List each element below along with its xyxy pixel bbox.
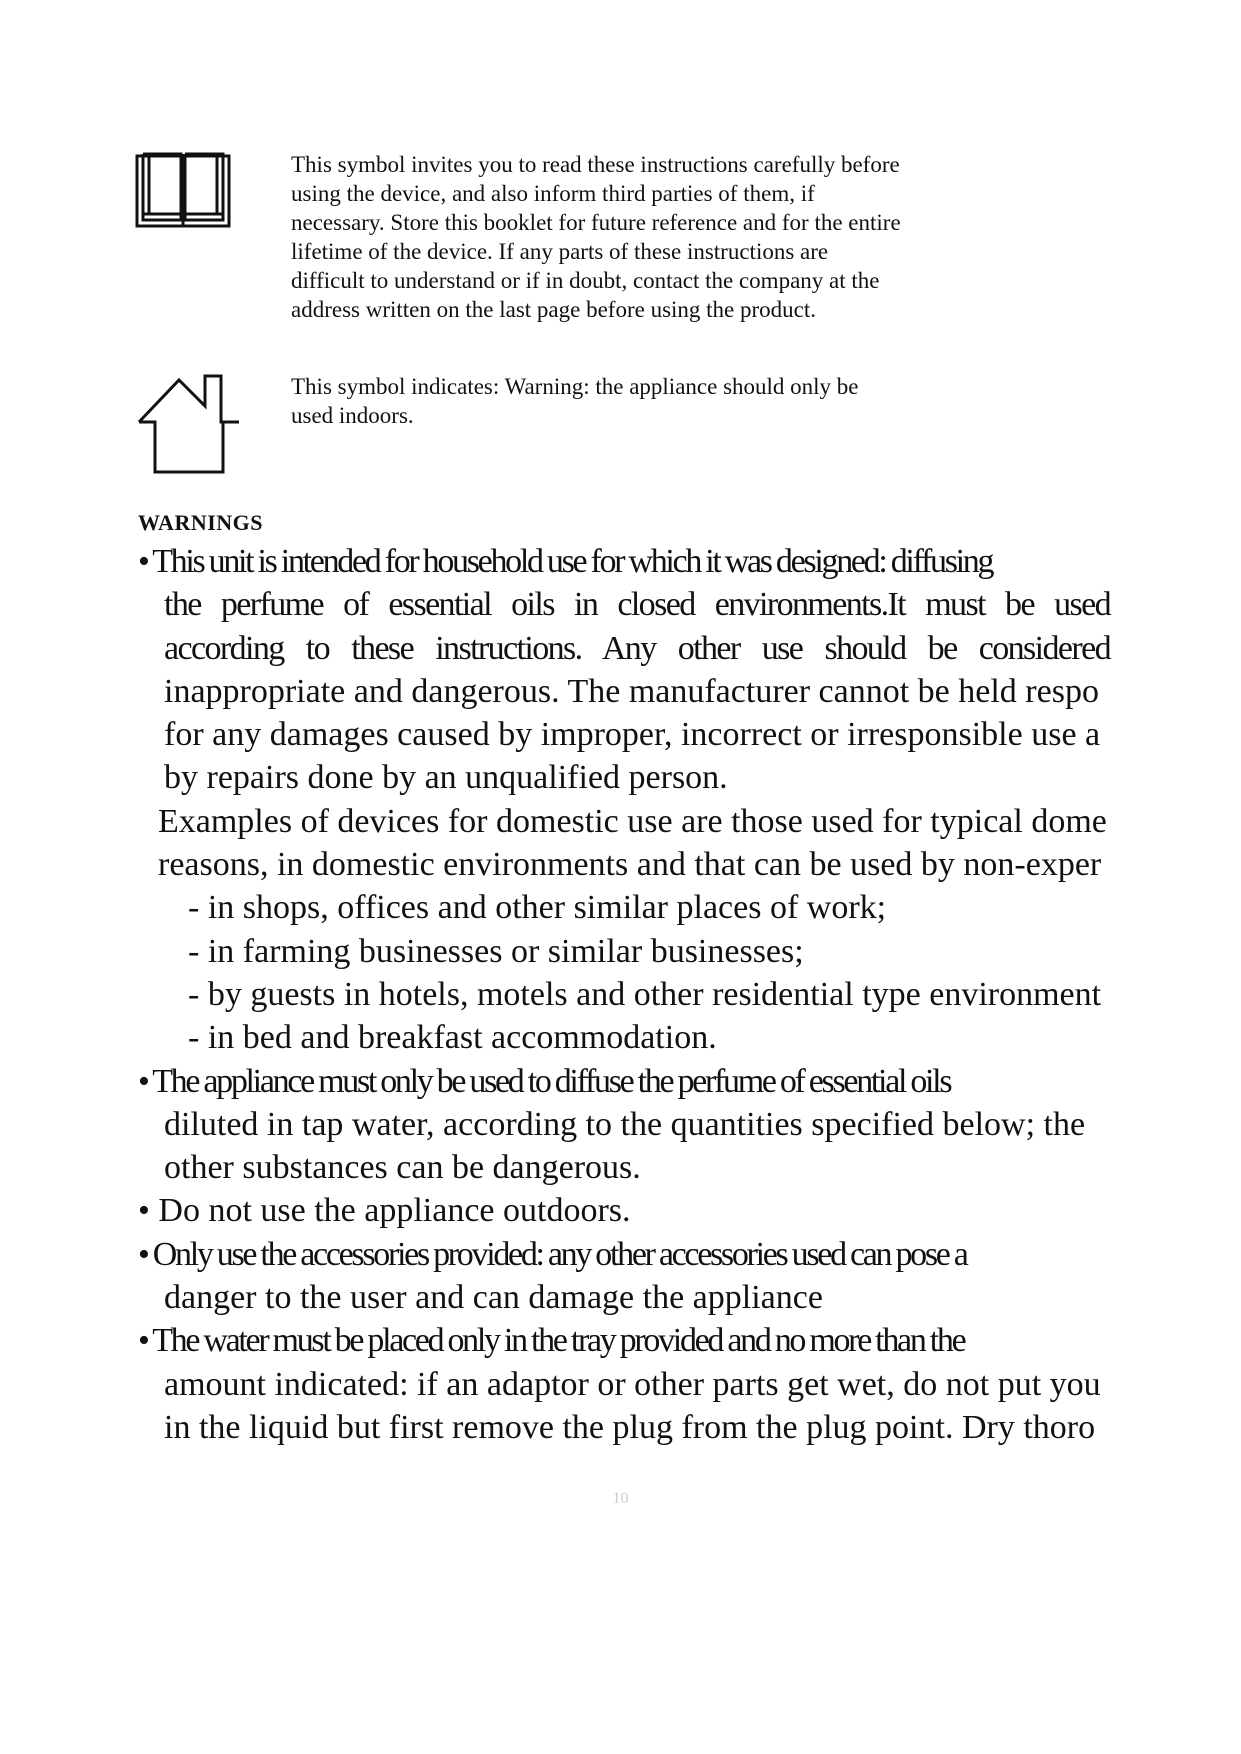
- warning-line: Examples of devices for domestic use are those used for typical dome: [158, 802, 1107, 840]
- warning-line: other substances can be dangerous.: [164, 1149, 641, 1187]
- warning-line: amount indicated: if an adaptor or other parts get wet, do not put you: [164, 1365, 1101, 1403]
- warning-line: in the liquid but first remove the plug from the plug point. Dry thoro: [164, 1408, 1096, 1446]
- warning-line: reasons, in domestic environments and that can be used by non-exper: [158, 846, 1102, 884]
- warning-line: the perfume of essential oils in closed environments.It must be used: [164, 586, 1110, 624]
- warnings-heading: WARNINGS: [138, 510, 264, 535]
- indoor-use-text: This symbol indicates: Warning: the appliance should only be used indoors.: [291, 374, 859, 428]
- warning-line: • Only use the accessories provided: any other accessories used can pose a: [138, 1235, 967, 1273]
- warning-line: diluted in tap water, according to the quantities specified below; the: [164, 1105, 1086, 1143]
- warning-line: - in farming businesses or similar businesses;: [188, 932, 804, 970]
- warning-line: • Do not use the appliance outdoors.: [138, 1192, 631, 1230]
- page-number: 10: [612, 1490, 629, 1507]
- house-icon: [135, 372, 243, 476]
- warning-line: - by guests in hotels, motels and other residential type environment: [188, 975, 1102, 1013]
- open-book-icon: [135, 150, 231, 230]
- warning-line: according to these instructions. Any other use should be considered: [164, 629, 1110, 667]
- warning-line: - in bed and breakfast accommodation.: [188, 1019, 717, 1057]
- warning-line: inappropriate and dangerous. The manufacturer cannot be held respo: [164, 672, 1099, 710]
- warning-line: - in shops, offices and other similar places of work;: [188, 889, 887, 927]
- warning-line: by repairs done by an unqualified person.: [164, 759, 728, 797]
- warning-line: • The water must be placed only in the tray provided and no more than the: [138, 1322, 965, 1360]
- warning-line: • The appliance must only be used to diffuse the perfume of essential oils: [138, 1062, 951, 1100]
- warning-line: for any damages caused by improper, incorrect or irresponsible use a: [164, 716, 1101, 754]
- warning-line: • This unit is intended for household use for which it was designed: diffusing: [138, 543, 993, 580]
- read-instructions-text: This symbol invites you to read these instructions carefully before using the device, and also inform third parties of them, if necessary. Store this booklet for future reference and for the entire lifetime of the device. If any parts of these instructions are difficult to understand or if in doubt, contact the company at the address written on the last page before using the product.: [291, 152, 901, 322]
- warning-line: danger to the user and can damage the appliance: [164, 1279, 823, 1317]
- warnings-list: [138, 540, 1241, 1449]
